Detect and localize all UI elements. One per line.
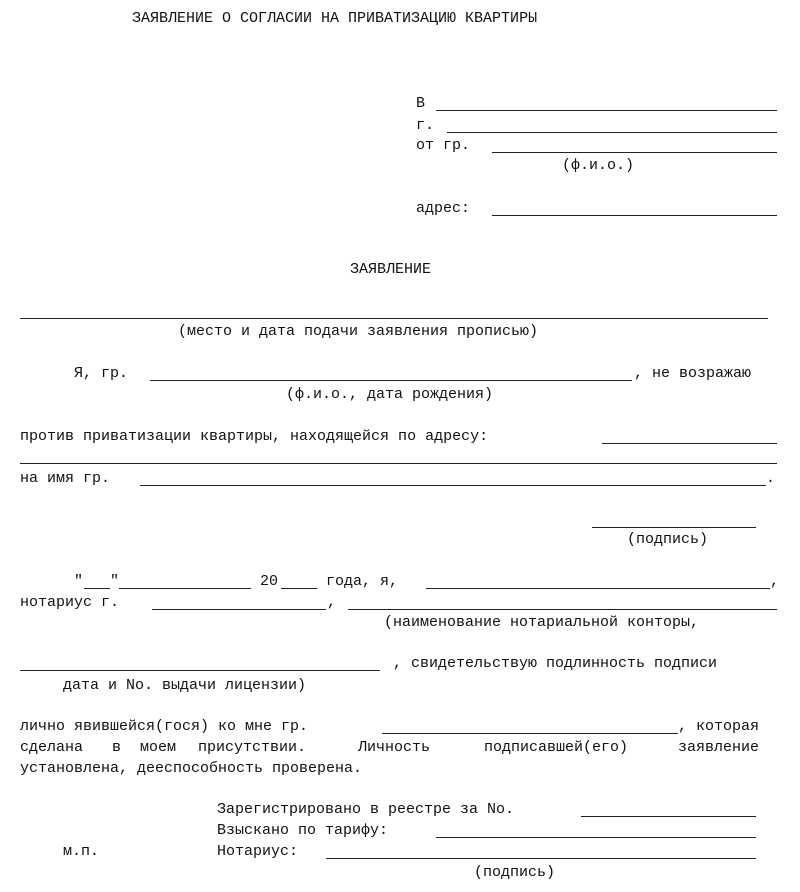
registry-number-line[interactable]: [581, 816, 756, 817]
addressee-from-line[interactable]: [492, 152, 777, 153]
justified-word-3: моем: [140, 739, 177, 756]
justified-word-4: присутствии.: [198, 739, 307, 756]
license-hint: дата и No. выдачи лицензии): [63, 677, 307, 694]
license-line[interactable]: [20, 670, 380, 671]
addressee-to-line[interactable]: [436, 110, 777, 111]
justified-word-1: сделана: [20, 739, 84, 756]
notary-signature-line[interactable]: [326, 858, 756, 859]
notary-label: Нотариус:: [217, 843, 299, 860]
quote-close: ": [110, 573, 120, 590]
which-text: , которая: [678, 718, 760, 735]
notary-city-comma: ,: [327, 594, 337, 611]
year-text: года, я,: [326, 573, 399, 590]
year-line[interactable]: [281, 588, 317, 589]
signature-hint: (подпись): [627, 531, 709, 548]
capacity-verified-text: установлена, дееспособность проверена.: [20, 760, 363, 777]
notary-signature-hint: (подпись): [474, 864, 556, 881]
citizen-name-line[interactable]: [150, 380, 632, 381]
place-date-line[interactable]: [20, 318, 768, 319]
in-name-label: на имя гр.: [20, 470, 111, 487]
quote-open: ": [74, 573, 84, 590]
against-privatization-text: против приватизации квартиры, находящейся по адресу:: [20, 428, 489, 445]
statement-heading: ЗАЯВЛЕНИЕ: [350, 261, 432, 278]
fio-dob-hint: (ф.и.о., дата рождения): [286, 386, 494, 403]
addressee-address-line[interactable]: [492, 215, 777, 216]
appeared-text: лично явившейся(гося) ко мне гр.: [20, 718, 309, 735]
property-address-line-2[interactable]: [20, 463, 777, 464]
justified-word-5: Личность: [358, 739, 431, 756]
property-address-line[interactable]: [602, 443, 777, 444]
registry-label: Зарегистрировано в реестре за No.: [217, 801, 515, 818]
justified-word-6: подписавшей(его): [484, 739, 629, 756]
fee-label: Взыскано по тарифу:: [217, 822, 389, 839]
notary-office-line[interactable]: [348, 609, 777, 610]
month-line[interactable]: [119, 588, 251, 589]
addressee-to-label: В: [416, 95, 426, 112]
i-citizen-label: Я, гр.: [74, 365, 129, 382]
addressee-fio-hint: (ф.и.о.): [562, 157, 635, 174]
notary-name-line[interactable]: [426, 588, 770, 589]
addressee-city-label: г.: [416, 117, 435, 134]
signature-line[interactable]: [592, 527, 756, 528]
document-title: ЗАЯВЛЕНИЕ О СОГЛАСИИ НА ПРИВАТИЗАЦИЮ КВАРТИРЫ: [132, 10, 538, 27]
notary-name-comma: ,: [770, 573, 780, 590]
addressee-from-label: от гр.: [416, 137, 471, 154]
in-name-line[interactable]: [140, 485, 766, 486]
stamp-place-label: м.п.: [63, 843, 100, 860]
fee-line[interactable]: [436, 837, 756, 838]
no-objection-text: , не возражаю: [634, 365, 752, 382]
appeared-name-line[interactable]: [382, 733, 678, 734]
place-date-hint: (место и дата подачи заявления прописью): [178, 323, 539, 340]
day-line[interactable]: [84, 588, 110, 589]
justified-word-2: в: [112, 739, 122, 756]
notary-city-line[interactable]: [152, 609, 326, 610]
addressee-address-label: адрес:: [416, 200, 471, 217]
justified-word-7: заявление: [678, 739, 760, 756]
in-name-period: .: [766, 470, 776, 487]
notary-city-label: нотариус г.: [20, 594, 120, 611]
certify-text: , свидетельствую подлинность подписи: [393, 655, 718, 672]
notary-office-hint: (наименование нотариальной конторы,: [384, 614, 700, 631]
addressee-city-line[interactable]: [447, 132, 777, 133]
year-prefix: 20: [260, 573, 279, 590]
